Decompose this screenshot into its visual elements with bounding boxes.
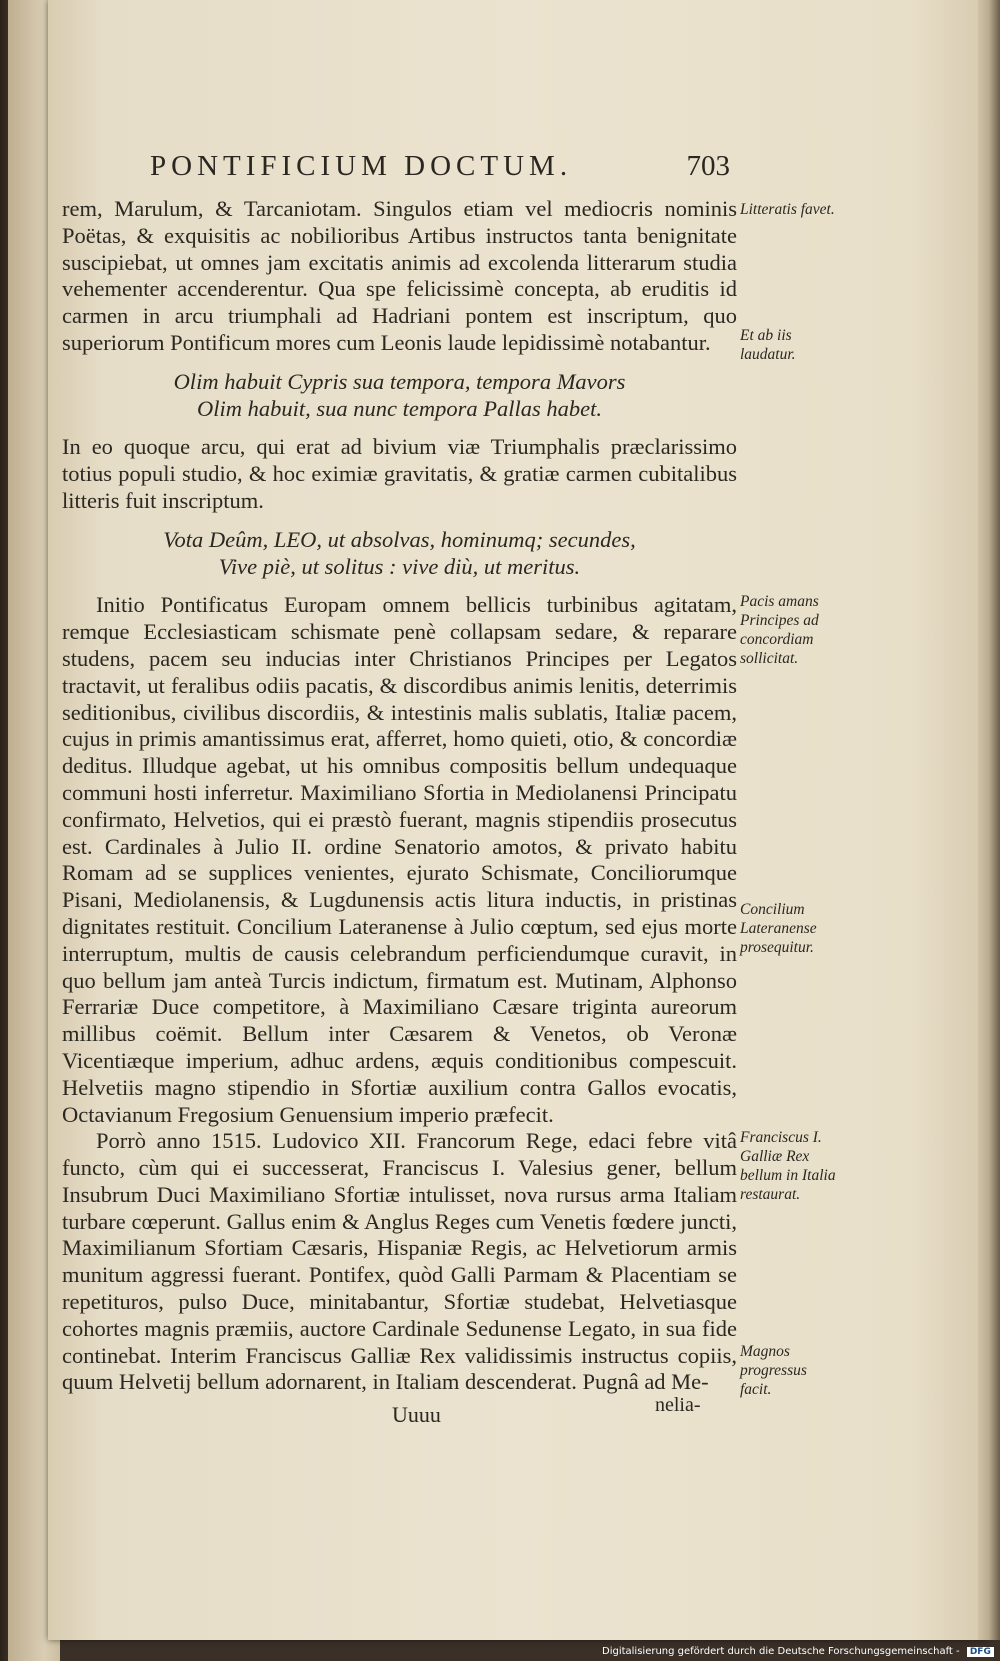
margin-note: Pacis amans Principes ad concordiam sollicitat.	[740, 593, 819, 667]
margin-note: Et ab iis laudatur.	[740, 327, 796, 363]
paragraph-3: Initio Pontificatus Europam omnem bellicis turbinibus agitatam, remque Ecclesiasticam schismate penè collapsam sedare, & reparare studens, pacem seu inducias inter Christianos Principes per Legatos tractavit, ut feralibus odiis pacatis, & discordibus animis lenitis, deterrimis seditionibus, civilibus discordiis, & intestinis malis sublatis, Italiæ pacem, cujus in primis amantissimus erat, afferret, homo quieti, otio, & concordiæ deditus. Illudque agebat, ut his omnibus compositis bellum undequaque communi hosti inferretur. Maximiliano Sfortia in Mediolanensi Principatu confirmato, Helvetios, qui ei præstò fuerant, magnis stipendiis prosecutus est. Cardinales à Julio II. ordine Senatorio amotos, & privato habitu Romam ad se supplices venientes, ejurato Schismate, Conciliorumque Pisani, Mediolanensis, & Lugdunensis actis litura inductis, in pristinas dignitates restituit. Concilium Lateranense à Julio cœptum, sed ejus morte interruptum, multis de causis celebrandum perficiendumque curavit, in quo bellum jam anteà Turcis indictum, firmatum est. Mutinam, Alphonso Ferrariæ Duce competitore, à Maximiliano Cæsare triginta aureorum millibus coëmit. Bellum inter Cæsarem & Venetos, ob Veronæ Vicentiæque imperium, adhuc ardens, æquis conditionibus compescuit. Helvetiis magno stipendio in Sfortiæ auxilium contra Gallos evocatis, Octavianum Fregosium Genuensium imperio præfecit.	[62, 592, 737, 1127]
dfg-logo: DFG	[967, 1647, 994, 1657]
verse-line: Vota Deûm, LEO, ut absolvas, hominumq; secundes,	[163, 526, 636, 552]
margin-note: Litteratis favet.	[740, 201, 835, 218]
margin-note: Franciscus I. Galliæ Rex bellum in Italia restaurat.	[740, 1129, 836, 1203]
paragraph-1: rem, Marulum, & Tarcaniotam. Singulos etiam vel mediocris nominis Poëtas, & exquisitis ac nobilioribus Artibus instructos tanta benignitate suscipiebat, ut omnes jam excitatis animis ad excolenda litterarum studia vehementer accenderentur. Qua spe felicissimè concepta, ab eruditis id carmen in arcu triumphali ad Hadriani pontem est inscriptum, quo superiorum Pontificum mores cum Leonis laude lepidissimè notabantur.	[62, 196, 737, 355]
page-number: 703	[686, 150, 730, 182]
signature-mark: Uuuu	[392, 1402, 441, 1427]
paragraph-2: In eo quoque arcu, qui erat ad bivium viæ Triumphalis præclarissimo totius populi studio, & hoc eximiæ gravitatis, & gratiæ carmen cubitalibus litteris fuit inscriptum.	[62, 434, 737, 513]
verse-line: Olim habuit Cypris sua tempora, tempora Mavors	[173, 368, 626, 394]
verse-inscription-1	[62, 369, 737, 423]
digitization-credit	[602, 1646, 994, 1657]
verse-inscription-2	[62, 527, 737, 581]
page-header	[140, 150, 750, 190]
verse-line: Vive piè, ut solitus : vive diù, ut meritus.	[218, 553, 581, 579]
margin-note: Concilium Lateranense prosequitur.	[740, 901, 817, 956]
running-title: PONTIFICIUM DOCTUM.	[150, 150, 573, 182]
catchword: nelia-	[655, 1394, 701, 1416]
margin-note: Magnos progressus facit.	[740, 1343, 807, 1398]
credit-text: Digitalisierung gefördert durch die Deutsche Forschungsgemeinschaft -	[602, 1646, 960, 1657]
page-block-edge	[978, 0, 1000, 1640]
paragraph-4: Porrò anno 1515. Ludovico XII. Francorum Rege, edaci febre vitâ functo, cùm qui ei successerat, Franciscus I. Valesius gener, bellum Insubrum Duci Maximiliano Sfortiæ intulisset, nova rursus arma Italiam turbare cœperunt. Gallus enim & Anglus Reges cum Venetis fœdere juncti, Maximilianum Sfortiam Cæsaris, Hispaniæ Regis, ac Helvetiorum armis munitum aggressi fuerant. Pontifex, quòd Galli Parmam & Placentiam se repetituros, pulso Duce, minitabantur, Sfortiæ studebat, Helvetiasque cohortes magnis præmiis, auctore Cardinale Sedunense Legato, in sua fide continebat. Interim Franciscus Galliæ Rex validissimis instructus copiis, quum Helvetij bellum adornarent, in Italiam descenderat. Pugnâ ad Me-	[62, 1128, 737, 1395]
verse-line: Olim habuit, sua nunc tempora Pallas habet.	[197, 395, 602, 421]
main-text-column	[62, 196, 737, 1396]
